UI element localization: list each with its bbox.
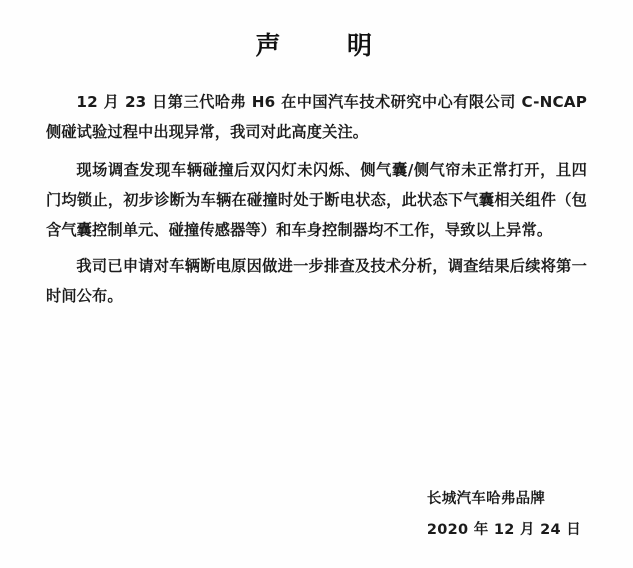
signature-date: 2020 年 12 月 24 日 — [426, 521, 581, 538]
signature-company: 长城汽车哈弗品牌 — [426, 490, 546, 507]
signature-block — [427, 484, 581, 546]
paragraph-1: 12 月 23 日第三代哈弗 H6 在中国汽车技术研究中心有限公司 C-NCAP 侧碰试验过程中出现异常，我司对此高度关注。 — [46, 93, 587, 141]
document-body — [46, 88, 587, 311]
paragraph-3: 我司已申请对车辆断电原因做进一步排查及技术分析，调查结果后续将第一时间公布。 — [46, 257, 587, 305]
page-title: 声 明 — [255, 31, 378, 60]
paragraph-2: 现场调查发现车辆碰撞后双闪灯未闪烁、侧气囊/侧气帘未正常打开，且四门均锁止，初步诊断为车辆在碰撞时处于断电状态，此状态下气囊相关组件（包含气囊控制单元、碰撞传感器等）和车身控制器均不工作，导致以上异常。 — [46, 161, 587, 239]
